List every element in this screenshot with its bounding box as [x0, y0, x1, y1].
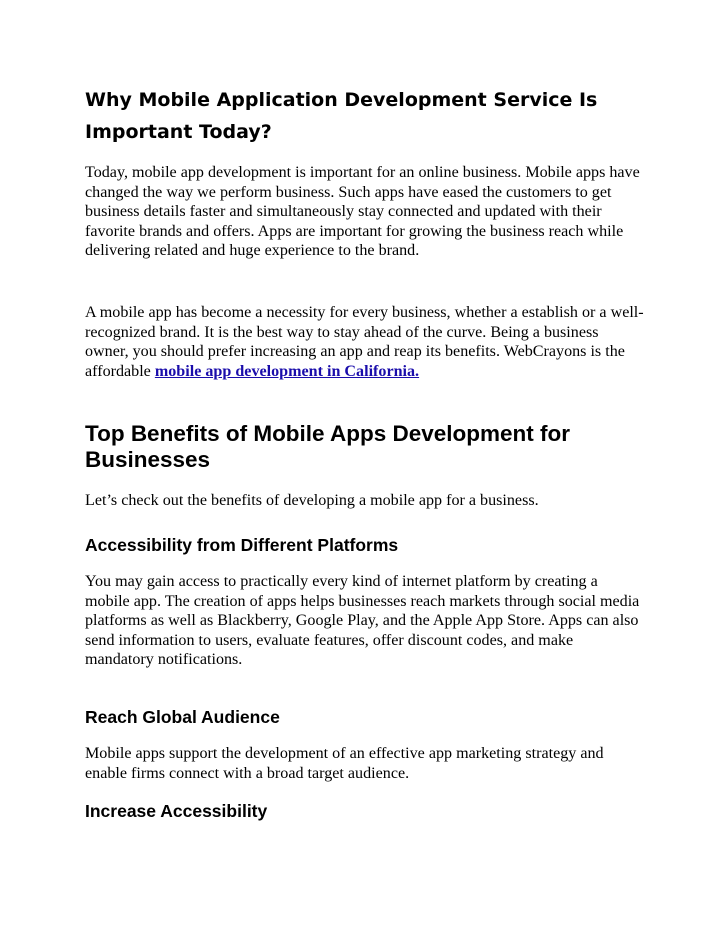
- section-heading: Top Benefits of Mobile Apps Development for Businesses: [85, 421, 571, 472]
- mobile-app-development-link[interactable]: mobile app development in California.: [154, 362, 420, 380]
- paragraph-2-text: A mobile app has become a necessity for every business, whether a establish or a well-recognized brand. It is the best way to stay ahead of the curve. Being a business owner, you should prefer increasing an app and reap its benefits. WebCrayons is the affordable: [85, 304, 644, 380]
- benefit-heading-global: Reach Global Audience: [85, 707, 280, 727]
- page-title: Why Mobile Application Development Service Is Important Today?: [85, 89, 598, 143]
- benefit-heading-accessibility: Increase Accessibility: [85, 801, 268, 821]
- intro-paragraph-2: [85, 303, 645, 381]
- benefit-body-global: Mobile apps support the development of an effective app marketing strategy and enable firms connect with a broad target audience.: [85, 745, 604, 782]
- benefit-body-platforms: You may gain access to practically every kind of internet platform by creating a mobile app. The creation of apps helps businesses reach markets through social media platforms as well as Blackberry, Google Play, and the Apple App Store. Apps can also send information to users, evaluate features, offer discount codes, and make mandatory notifications.: [85, 573, 640, 668]
- intro-paragraph-1: Today, mobile app development is important for an online business. Mobile apps have changed the way we perform business. Such apps have eased the customers to get business details faster and simultaneously stay connected and updated with their favorite brands and offers. Apps are important for growing the business reach while delivering related and huge experience to the brand.: [85, 164, 640, 259]
- benefits-intro: Let’s check out the benefits of developing a mobile app for a business.: [85, 492, 539, 509]
- benefit-heading-platforms: Accessibility from Different Platforms: [85, 535, 399, 555]
